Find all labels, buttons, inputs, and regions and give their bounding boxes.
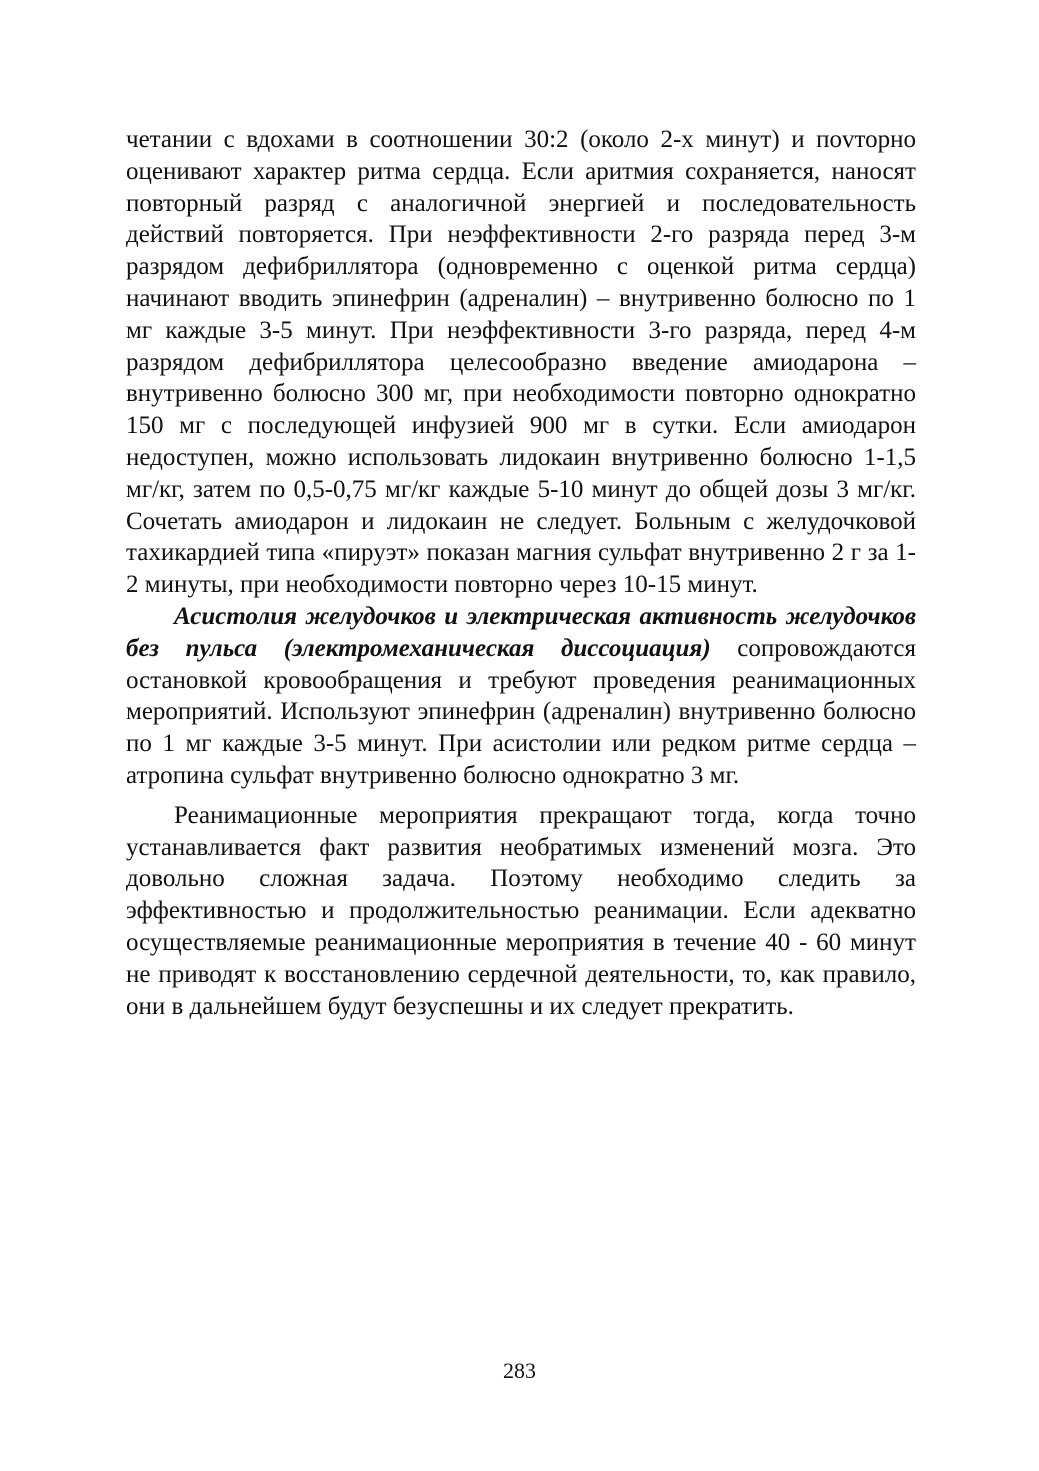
paragraph-asystole-text: сопровождаются остановкой кровообращения и требуют проведения реанимационных мероприятий. Используют эпинефрин (адреналин) внутривенно болюсно по 1 мг каждые 3-5 минут. При асистолии или редком ритме сердца – атропина сульфат внутривенно болюсно однократно 3 мг. [126,634,916,789]
paragraph-emphasis: Асистолия желудочков и электрическая активность желудочков без пульса (электромеханическая диссоциация) [126,602,916,662]
paragraph-termination: Реанимационные мероприятия прекращают тогда, когда точно устанавливается факт развития необратимых изменений мозга. Это довольно сложная задача. Поэтому необходимо следить за эффективностью и продолжительностью реанимации. Если адекватно осуществляемые реанимационные мероприятия в течение 40 - 60 минут не приводят к восстановлению сердечной деятельности, то, как правило, они в дальнейшем будут безуспешны и их следует прекратить. [126,801,916,1020]
body-text [126,124,916,1022]
page-number: 283 [503,1358,536,1383]
paragraph-continued: четании с вдохами в соотношении 30:2 (около 2-х минут) и поvторно оценивают характер ритма сердца. Если аритмия сохраняется, наносят повторный разряд с аналогичной энергией и последовательность действий повторяется. При неэффективности 2-го разряда перед 3-м разрядом дефибриллятора (одновременно с оценкой ритма сердца) начинают вводить эпинефрин (адреналин) – внутривенно болюсно по 1 мг каждые 3-5 минут. При неэффективности 3-го разряда, перед 4-м разрядом дефибриллятора целесообразно введение амиодарона – внутривенно болюсно 300 мг, при необходимости повторно однократно 150 мг с последующей инфузией 900 мг в сутки. Если амиодарон недоступен, можно использовать лидокаин внутривенно болюсно 1-1,5 мг/кг, затем по 0,5-0,75 мг/кг каждые 5-10 минут до общей дозы 3 мг/кг. Сочетать амиодарон и лидокаин не следует. Больным с желудочковой тахикардией типа «пируэт» показан магния сульфат внутривенно 2 г за 1-2 минуты, при необходимости повторно через 10-15 минут. [126,126,916,599]
paragraph-asystole [126,601,916,792]
